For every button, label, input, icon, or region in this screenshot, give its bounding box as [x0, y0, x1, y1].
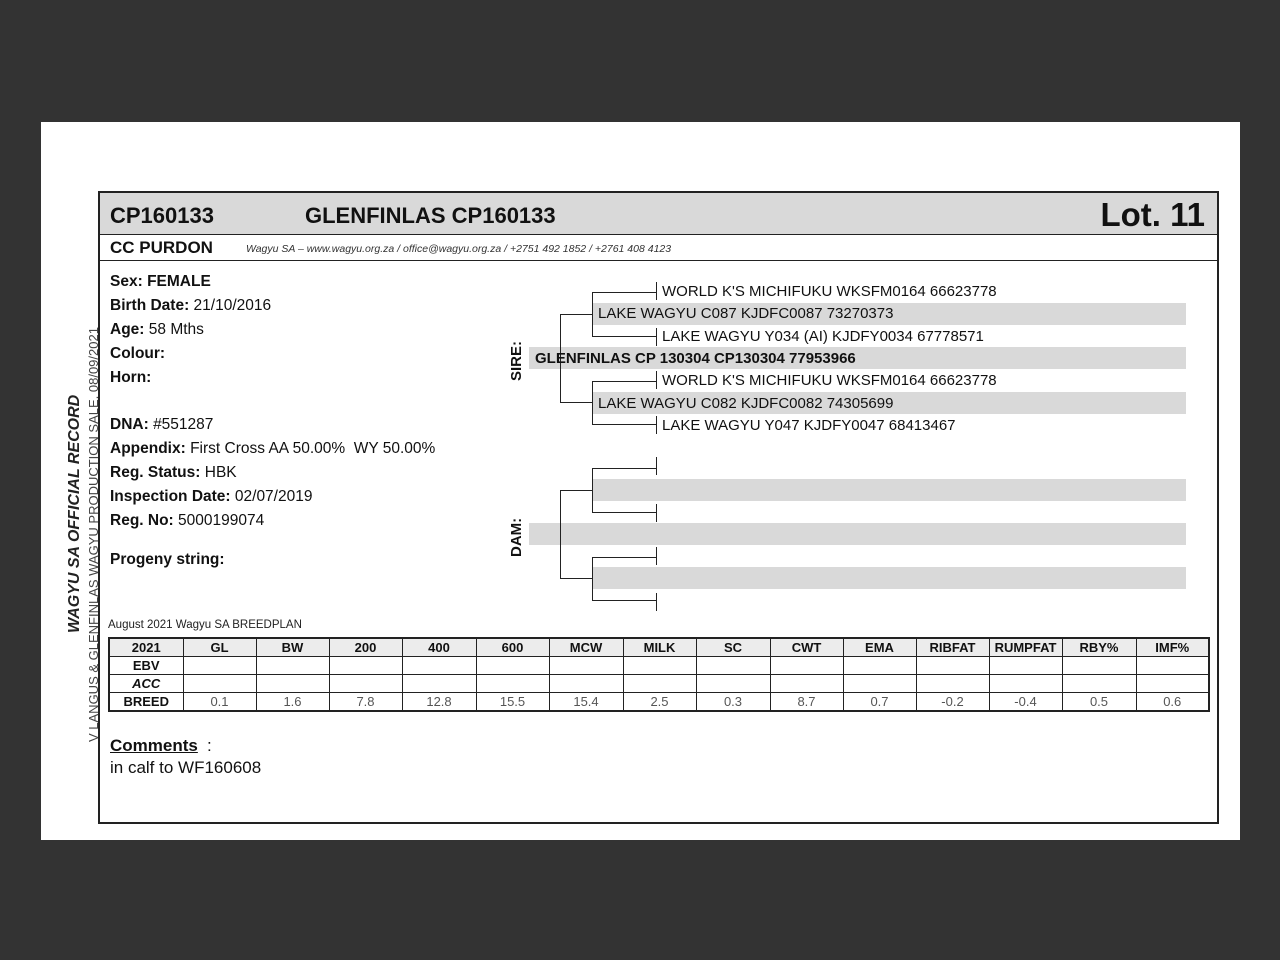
sire-name: GLENFINLAS CP 130304 CP130304 77953966: [535, 350, 856, 367]
sire-dam-sire-name: WORLD K'S MICHIFUKU WKSFM0164 66623778: [662, 372, 997, 389]
dam-dam-sire-tick: [656, 547, 657, 565]
breedplan-cell: -0.4: [989, 693, 1062, 712]
breedplan-cell: [623, 675, 696, 693]
breedplan-cell: [770, 657, 843, 675]
birth-date-field: Birth Date: 21/10/2016: [110, 297, 272, 314]
breedplan-row: [109, 693, 1209, 712]
breedplan-cell: [1062, 657, 1136, 675]
sire-sire-bracket-top: [592, 292, 656, 293]
breedplan-column-header: RUMPFAT: [989, 638, 1062, 657]
sire-dam-dam-name: LAKE WAGYU Y047 KJDFY0047 68413467: [662, 417, 956, 434]
sire-sire-sire-tick: [656, 282, 657, 300]
breedplan-cell: [256, 675, 329, 693]
breedplan-cell: [989, 675, 1062, 693]
sire-dam-bracket-bottom: [592, 424, 656, 425]
breedplan-cell: [549, 675, 623, 693]
dam-sire-bracket-vertical: [592, 468, 593, 513]
animal-id: CP160133: [110, 203, 214, 228]
reg-status-field: Reg. Status: HBK: [110, 464, 237, 481]
breedplan-cell: [770, 675, 843, 693]
breedplan-cell: [329, 657, 402, 675]
breedplan-cell: 0.7: [843, 693, 916, 712]
breedplan-cell: 0.6: [1136, 693, 1209, 712]
inspection-date-field: Inspection Date: 02/07/2019: [110, 488, 313, 505]
animal-name: GLENFINLAS CP160133: [305, 203, 556, 228]
sire-sire-dam-tick: [656, 328, 657, 346]
breedplan-column-header: MILK: [623, 638, 696, 657]
breedplan-column-header: IMF%: [1136, 638, 1209, 657]
dna-field: DNA: #551287: [110, 416, 214, 433]
lot-card: [98, 191, 1219, 823]
breedplan-cell: 15.5: [476, 693, 549, 712]
comments-text: in calf to WF160608: [110, 758, 262, 777]
lot-header: [100, 193, 1217, 235]
breedplan-row-label: BREED: [109, 693, 183, 712]
breedplan-cell: [256, 657, 329, 675]
dam-dam-dam-tick: [656, 593, 657, 611]
breedplan-cell: 0.3: [696, 693, 770, 712]
breedplan-column-header: BW: [256, 638, 329, 657]
breedplan-cell: [916, 657, 989, 675]
breedplan-column-header: RBY%: [1062, 638, 1136, 657]
sire-dam-dam-tick: [656, 416, 657, 434]
breedplan-cell: [183, 657, 256, 675]
breedplan-cell: [843, 657, 916, 675]
breedplan-column-header: SC: [696, 638, 770, 657]
breedplan-cell: 7.8: [329, 693, 402, 712]
breedplan-cell: 0.5: [1062, 693, 1136, 712]
breedplan-cell: [402, 675, 476, 693]
sire-sire-name: LAKE WAGYU C087 KJDFC0087 73270373: [598, 305, 894, 322]
breeder-name: CC PURDON: [110, 238, 213, 257]
reg-no-field: Reg. No: 5000199074: [110, 512, 265, 529]
horn-field: Horn:: [110, 369, 152, 386]
breedplan-cell: [549, 657, 623, 675]
colour-field: Colour:: [110, 345, 166, 362]
contact-line: Wagyu SA – www.wagyu.org.za / office@wagyu.org.za / +2751 492 1852 / +2761 408 4123: [246, 243, 672, 255]
sire-dam-bracket-top: [592, 381, 656, 382]
dam-dam-shade: [593, 567, 1186, 589]
breedplan-cell: 1.6: [256, 693, 329, 712]
dam-dam-bracket-bottom: [592, 600, 656, 601]
sex-field: Sex: FEMALE: [110, 273, 211, 290]
breedplan-column-header: GL: [183, 638, 256, 657]
comments-label: Comments: [110, 736, 198, 755]
dam-bracket-vertical: [560, 490, 561, 579]
breedplan-column-header: 600: [476, 638, 549, 657]
age-field: Age: 58 Mths: [110, 321, 204, 338]
breedplan-table: [108, 637, 1210, 712]
dam-sire-dam-tick: [656, 504, 657, 522]
breedplan-row-label: ACC: [109, 675, 183, 693]
dam-bracket-top: [560, 490, 593, 491]
breedplan-cell: [696, 657, 770, 675]
breedplan-title: August 2021 Wagyu SA BREEDPLAN: [108, 619, 302, 631]
sire-dam-bracket-vertical: [592, 381, 593, 425]
breedplan-cell: [476, 657, 549, 675]
breedplan-cell: 2.5: [623, 693, 696, 712]
breedplan-cell: [183, 675, 256, 693]
dam-sire-bracket-bottom: [592, 512, 656, 513]
comments-colon: :: [207, 736, 212, 755]
dam-shade: [529, 523, 1186, 545]
sire-bracket-bottom: [560, 402, 593, 403]
sire-sire-bracket-bottom: [592, 336, 656, 337]
dam-dam-bracket-top: [592, 557, 656, 558]
dam-bracket-bottom: [560, 578, 593, 579]
breedplan-column-header: 400: [402, 638, 476, 657]
lot-number: Lot. 11: [1100, 196, 1205, 233]
breedplan-column-header: RIBFAT: [916, 638, 989, 657]
sire-bracket-top: [560, 314, 593, 315]
breedplan-column-header: MCW: [549, 638, 623, 657]
breedplan-row: [109, 657, 1209, 675]
breedplan-column-header: EMA: [843, 638, 916, 657]
sire-sire-dam-name: LAKE WAGYU Y034 (AI) KJDFY0034 67778571: [662, 328, 984, 345]
sire-label: SIRE:: [508, 340, 525, 381]
breedplan-row: [109, 675, 1209, 693]
sale-label: V LANGUS & GLENFINLAS WAGYU PRODUCTION SALE, 08/09/2021: [86, 327, 101, 742]
progeny-field: Progeny string:: [110, 551, 225, 568]
dam-sire-shade: [593, 479, 1186, 501]
dam-sire-sire-tick: [656, 457, 657, 475]
dam-label: DAM:: [508, 517, 525, 557]
breedplan-cell: [696, 675, 770, 693]
breedplan-cell: [989, 657, 1062, 675]
breedplan-cell: [329, 675, 402, 693]
breedplan-cell: 8.7: [770, 693, 843, 712]
breedplan-cell: 12.8: [402, 693, 476, 712]
breedplan-column-header: CWT: [770, 638, 843, 657]
breeder-row: [100, 235, 1217, 261]
breedplan-cell: [1136, 675, 1209, 693]
breedplan-row-label: EBV: [109, 657, 183, 675]
breedplan-cell: 0.1: [183, 693, 256, 712]
official-record-label: WAGYU SA OFFICIAL RECORD: [66, 394, 83, 633]
breedplan-cell: [916, 675, 989, 693]
sire-sire-sire-name: WORLD K'S MICHIFUKU WKSFM0164 66623778: [662, 283, 997, 300]
breedplan-cell: [1136, 657, 1209, 675]
breedplan-cell: [1062, 675, 1136, 693]
dam-sire-bracket-top: [592, 468, 656, 469]
breedplan-cell: 15.4: [549, 693, 623, 712]
sire-sire-bracket-vertical: [592, 292, 593, 337]
card-bottom-rule: [98, 822, 1219, 824]
breedplan-cell: [402, 657, 476, 675]
breedplan-cell: [623, 657, 696, 675]
breedplan-cell: [843, 675, 916, 693]
breedplan-header-row: [109, 638, 1209, 657]
breedplan-cell: -0.2: [916, 693, 989, 712]
sire-dam-sire-tick: [656, 371, 657, 389]
dam-dam-bracket-vertical: [592, 557, 593, 601]
breedplan-column-header: 2021: [109, 638, 183, 657]
sire-dam-name: LAKE WAGYU C082 KJDFC0082 74305699: [598, 395, 894, 412]
breedplan-cell: [476, 675, 549, 693]
breedplan-column-header: 200: [329, 638, 402, 657]
appendix-field: Appendix: First Cross AA 50.00% WY 50.00%: [110, 440, 436, 457]
